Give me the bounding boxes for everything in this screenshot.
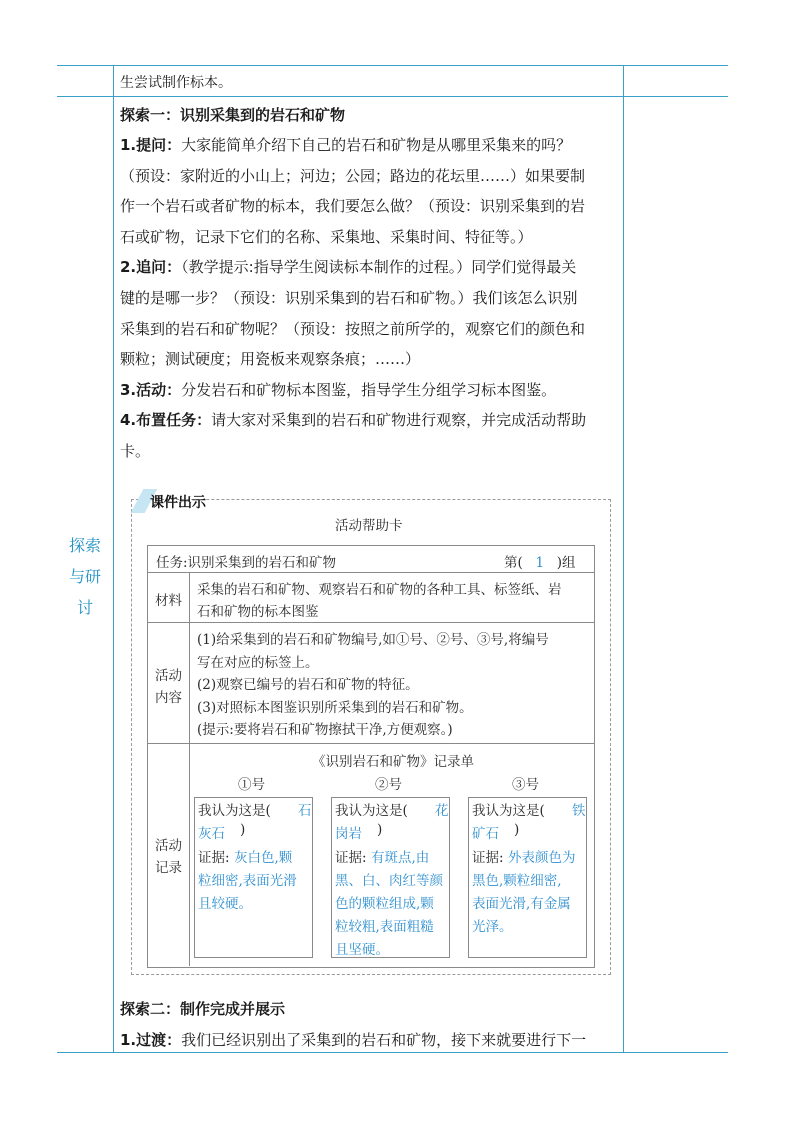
- column-divider-left: [113, 65, 114, 1052]
- section1-line: [120, 409, 586, 430]
- evidence-label: 证据:: [472, 850, 504, 866]
- section1-line-text: 请大家对采集到的岩石和矿物进行观察，并完成活动帮助: [211, 411, 587, 430]
- section1-line: [120, 318, 585, 339]
- table-bottom-border: [57, 1052, 728, 1053]
- section1-line-label: 2.追问：: [120, 258, 182, 277]
- section1-line: [120, 440, 150, 461]
- answer-close: ): [377, 822, 383, 838]
- evidence-line: 且坚硬。: [335, 942, 389, 958]
- section1-line-label: 1.提问：: [120, 136, 182, 154]
- evidence-line: 灰白色,颗: [234, 850, 293, 866]
- evidence-line: 黑色,颗粒细密,: [472, 873, 562, 889]
- card-title: 活动帮助卡: [335, 518, 403, 534]
- group-number: 1: [535, 555, 545, 571]
- section1-line-text: 卡。: [120, 442, 151, 460]
- answer-part-2: 灰石: [198, 826, 225, 842]
- section1-line: [120, 287, 578, 308]
- section1-line-text: （预设：家附近的小山上；河边；公园；路边的花坛里……）如果要制: [120, 166, 586, 185]
- evidence-line: 表面光滑,有金属: [472, 896, 571, 912]
- section2-text: 我们已经识别出了采集到的岩石和矿物，接下来就要进行下一: [181, 1031, 587, 1049]
- side-label-line-2: 与研: [68, 567, 101, 586]
- side-label: [62, 530, 108, 623]
- section1-title: 探索一：识别采集到的岩石和矿物: [120, 106, 346, 124]
- section1-line-text: 采集到的岩石和矿物呢？（预设：按照之前所学的，观察它们的颜色和: [120, 319, 586, 338]
- section1-line-text: 分发岩石和矿物标本图鉴，指导学生分组学习标本图鉴。: [181, 380, 557, 399]
- row-line-2: [147, 622, 594, 623]
- answer-part-1: 铁: [572, 803, 586, 819]
- section2-label: 1.过渡：: [120, 1031, 182, 1049]
- section1-line-text: （教学提示:指导学生阅读标本制作的过程。）同学们觉得最关: [181, 258, 577, 277]
- materials-label: 材料: [155, 593, 182, 609]
- materials-line-2: 石和矿物的标本图鉴: [197, 604, 319, 620]
- side-label-line-1: 探索: [68, 536, 101, 555]
- section1-line-text: 键的是哪一步？（预设：识别采集到的岩石和矿物。）我们该怎么识别: [120, 289, 578, 307]
- section1-line: [120, 256, 576, 277]
- section1-line: [120, 165, 585, 186]
- materials-line-1: 采集的岩石和矿物、观察岩石和矿物的各种工具、标签纸、岩: [197, 582, 562, 598]
- answer-close: ): [514, 822, 520, 838]
- section2-title: 探索二：制作完成并展示: [120, 1000, 286, 1018]
- section1-line: [120, 348, 420, 369]
- group-suffix: )组: [556, 555, 576, 571]
- label-column-line: [189, 572, 190, 966]
- content-line: (提示:要将岩石和矿物擦拭干净,方便观察。): [197, 722, 453, 738]
- column-divider-right: [623, 65, 624, 1052]
- content-line: (3)对照标本图鉴识别所采集到的岩石和矿物。: [197, 699, 473, 716]
- evidence-line: 色的颗粒组成,颗: [335, 896, 434, 912]
- top-line-text: 生尝试制作标本。: [120, 75, 232, 91]
- section1-line: [120, 226, 533, 247]
- group-field: [504, 551, 576, 571]
- content-label-2: 内容: [155, 690, 182, 706]
- answer-close: ): [240, 822, 246, 838]
- row-line-3: [147, 743, 594, 744]
- answer-part-2: 岗岩: [335, 826, 362, 842]
- evidence-line: 粒较粗,表面粗糙: [335, 919, 434, 935]
- content-line: (1)给采集到的岩石和矿物编号,如①号、②号、③号,将编号: [197, 632, 549, 648]
- group-prefix: 第(: [504, 555, 523, 571]
- answer-part-1: 花: [435, 803, 449, 819]
- evidence-line: 外表颜色为: [508, 850, 576, 866]
- table-top-border: [57, 65, 728, 66]
- think-prefix: 我认为这是(: [198, 803, 271, 819]
- sample-number: ①号: [238, 777, 265, 793]
- section1-line-text: 大家能简单介绍下自己的岩石和矿物是从哪里采集来的吗？: [181, 136, 572, 154]
- section1-line: [120, 195, 585, 216]
- record-label-2: 记录: [155, 860, 182, 876]
- record-title: 《识别岩石和矿物》记录单: [312, 754, 474, 770]
- row-divider: [57, 96, 728, 97]
- evidence-line: 粒细密,表面光滑: [198, 873, 297, 889]
- content-label-1: 活动: [155, 668, 182, 684]
- section2-line: [120, 1029, 586, 1050]
- section1-line-label: 4.布置任务：: [120, 411, 212, 430]
- row-line-1: [147, 572, 594, 573]
- evidence-label: 证据:: [335, 850, 367, 866]
- courseware-tag: 课件出示: [150, 495, 206, 511]
- evidence-label: 证据:: [198, 850, 230, 866]
- side-label-line-3: 讨: [76, 598, 93, 617]
- answer-part-2: 矿石: [472, 826, 499, 842]
- task-label: 任务:识别采集到的岩石和矿物: [156, 555, 337, 571]
- section1-line-text: 作一个岩石或者矿物的标本，我们要怎么做？（预设：识别采集到的岩: [120, 197, 586, 216]
- evidence-line: 光泽。: [472, 919, 513, 935]
- sample-number: ②号: [375, 777, 402, 793]
- sample-number: ③号: [512, 777, 539, 793]
- record-label-1: 活动: [155, 838, 182, 854]
- evidence-line: 黑、白、肉红等颜: [335, 873, 443, 889]
- content-line: 写在对应的标签上。: [197, 654, 319, 671]
- think-prefix: 我认为这是(: [335, 803, 408, 819]
- answer-part-1: 石: [298, 803, 312, 819]
- evidence-line: 有斑点,由: [371, 850, 430, 866]
- section1-line: [120, 134, 571, 155]
- think-prefix: 我认为这是(: [472, 803, 545, 819]
- section1-line-text: 石或矿物，记录下它们的名称、采集地、采集时间、特征等。）: [120, 227, 533, 246]
- content-line: (2)观察已编号的岩石和矿物的特征。: [197, 677, 419, 693]
- evidence-line: 且较硬。: [198, 896, 252, 912]
- section1-line-label: 3.活动：: [120, 380, 182, 399]
- section1-line: [120, 379, 556, 400]
- section1-line-text: 颗粒；测试硬度；用瓷板来观察条痕；……）: [120, 350, 421, 369]
